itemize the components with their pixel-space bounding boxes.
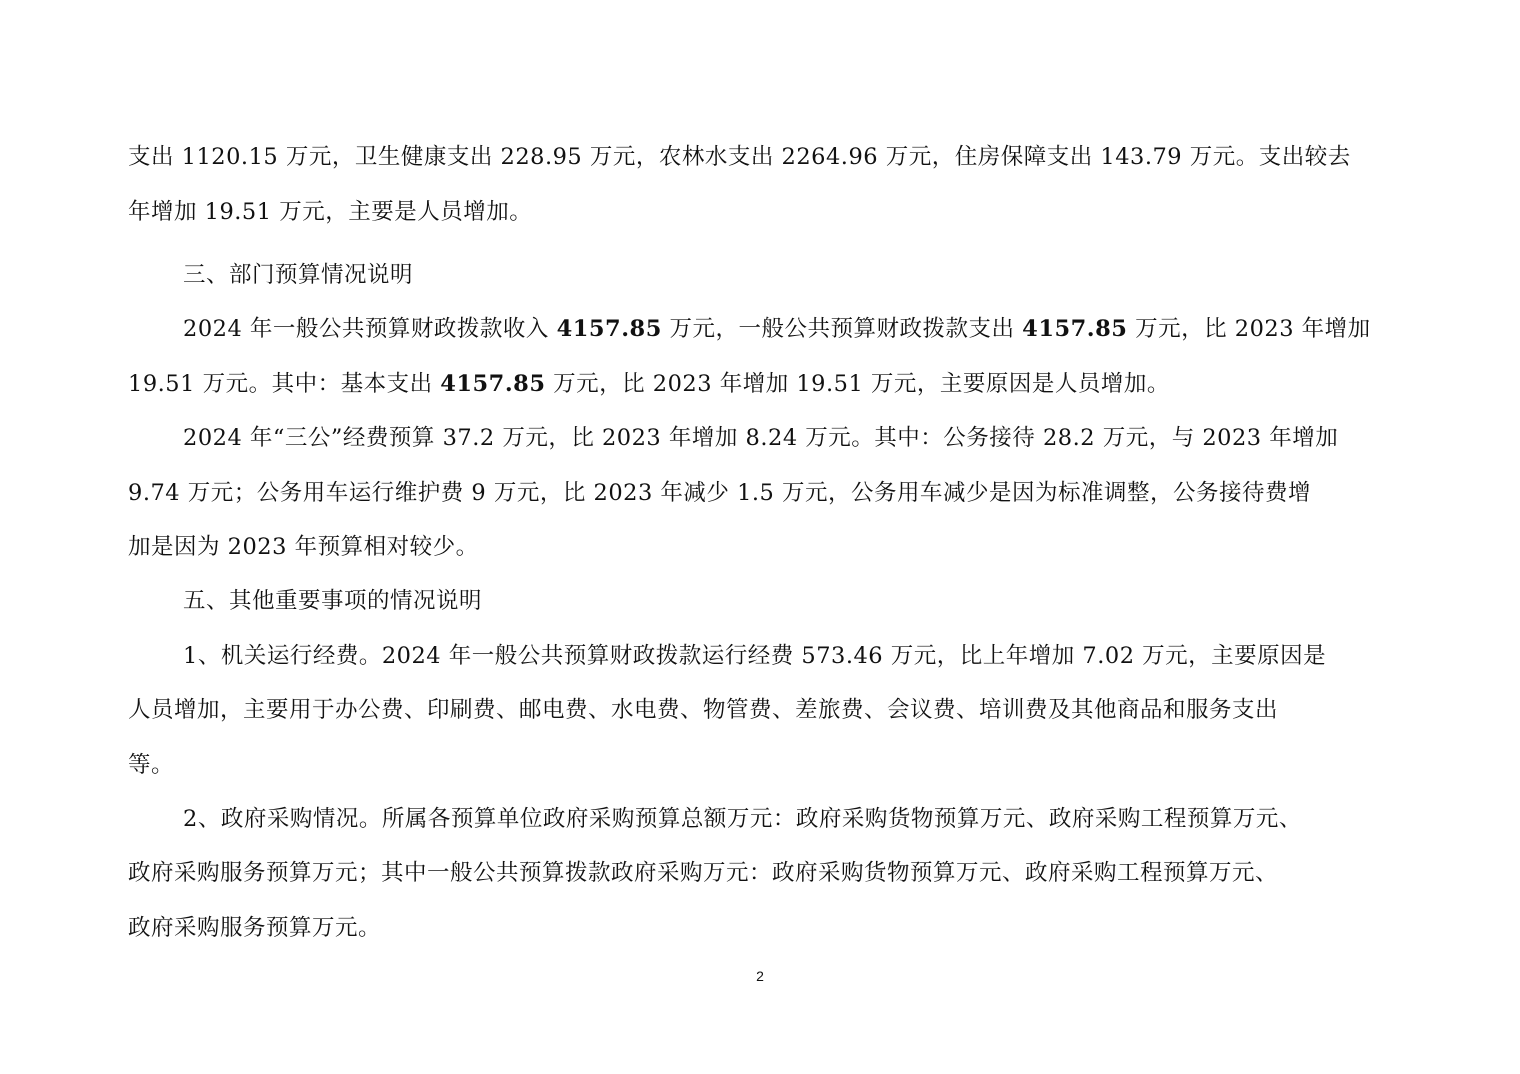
text-segment: 2024 年一般公共预算财政拨款收入 — [183, 316, 557, 342]
section-heading-3: 三、部门预算情况说明 — [183, 262, 414, 288]
page-number: 2 — [756, 968, 764, 984]
paragraph-three-public-line-1: 2024 年“三公”经费预算 37.2 万元，比 2023 年增加 8.24 万元。其中：公务接待 28.2 万元，与 2023 年增加 — [183, 425, 1339, 451]
text-segment: 万元，比 2023 年增加 19.51 万元，主要原因是人员增加。 — [545, 371, 1170, 397]
amount-value: 4157.85 — [440, 371, 546, 397]
section-heading-5: 五、其他重要事项的情况说明 — [183, 588, 483, 614]
paragraph-procurement-line-3: 政府采购服务预算万元。 — [128, 915, 382, 941]
paragraph-procurement-line-1: 2、政府采购情况。所属各预算单位政府采购预算总额万元：政府采购货物预算万元、政府采购工程预算万元、 — [183, 806, 1302, 832]
text-segment: 万元，一般公共预算财政拨款支出 — [661, 316, 1023, 342]
paragraph-operating-line-1: 1、机关运行经费。2024 年一般公共预算财政拨款运行经费 573.46 万元，比上年增加 7.02 万元，主要原因是 — [183, 643, 1327, 669]
text-segment: 19.51 万元。其中：基本支出 — [128, 371, 441, 397]
paragraph-expenditure-line-2: 年增加 19.51 万元，主要是人员增加。 — [128, 199, 533, 225]
paragraph-budget-line-1 — [183, 309, 1520, 349]
amount-value: 4157.85 — [1022, 316, 1128, 342]
paragraph-three-public-line-2: 9.74 万元；公务用车运行维护费 9 万元，比 2023 年减少 1.5 万元，公务用车减少是因为标准调整，公务接待费增 — [128, 480, 1312, 506]
paragraph-operating-line-2: 人员增加，主要用于办公费、印刷费、邮电费、水电费、物管费、差旅费、会议费、培训费及其他商品和服务支出 — [128, 697, 1279, 723]
paragraph-three-public-line-3: 加是因为 2023 年预算相对较少。 — [128, 534, 479, 560]
paragraph-budget-line-2 — [128, 364, 1520, 404]
text-segment: 万元，比 2023 年增加 — [1127, 316, 1371, 342]
paragraph-expenditure-line-1: 支出 1120.15 万元，卫生健康支出 228.95 万元，农林水支出 2264.96 万元，住房保障支出 143.79 万元。支出较去 — [128, 144, 1351, 170]
paragraph-operating-line-3: 等。 — [128, 752, 175, 778]
paragraph-procurement-line-2: 政府采购服务预算万元；其中一般公共预算拨款政府采购万元：政府采购货物预算万元、政府采购工程预算万元、 — [128, 860, 1279, 886]
amount-value: 4157.85 — [556, 316, 662, 342]
